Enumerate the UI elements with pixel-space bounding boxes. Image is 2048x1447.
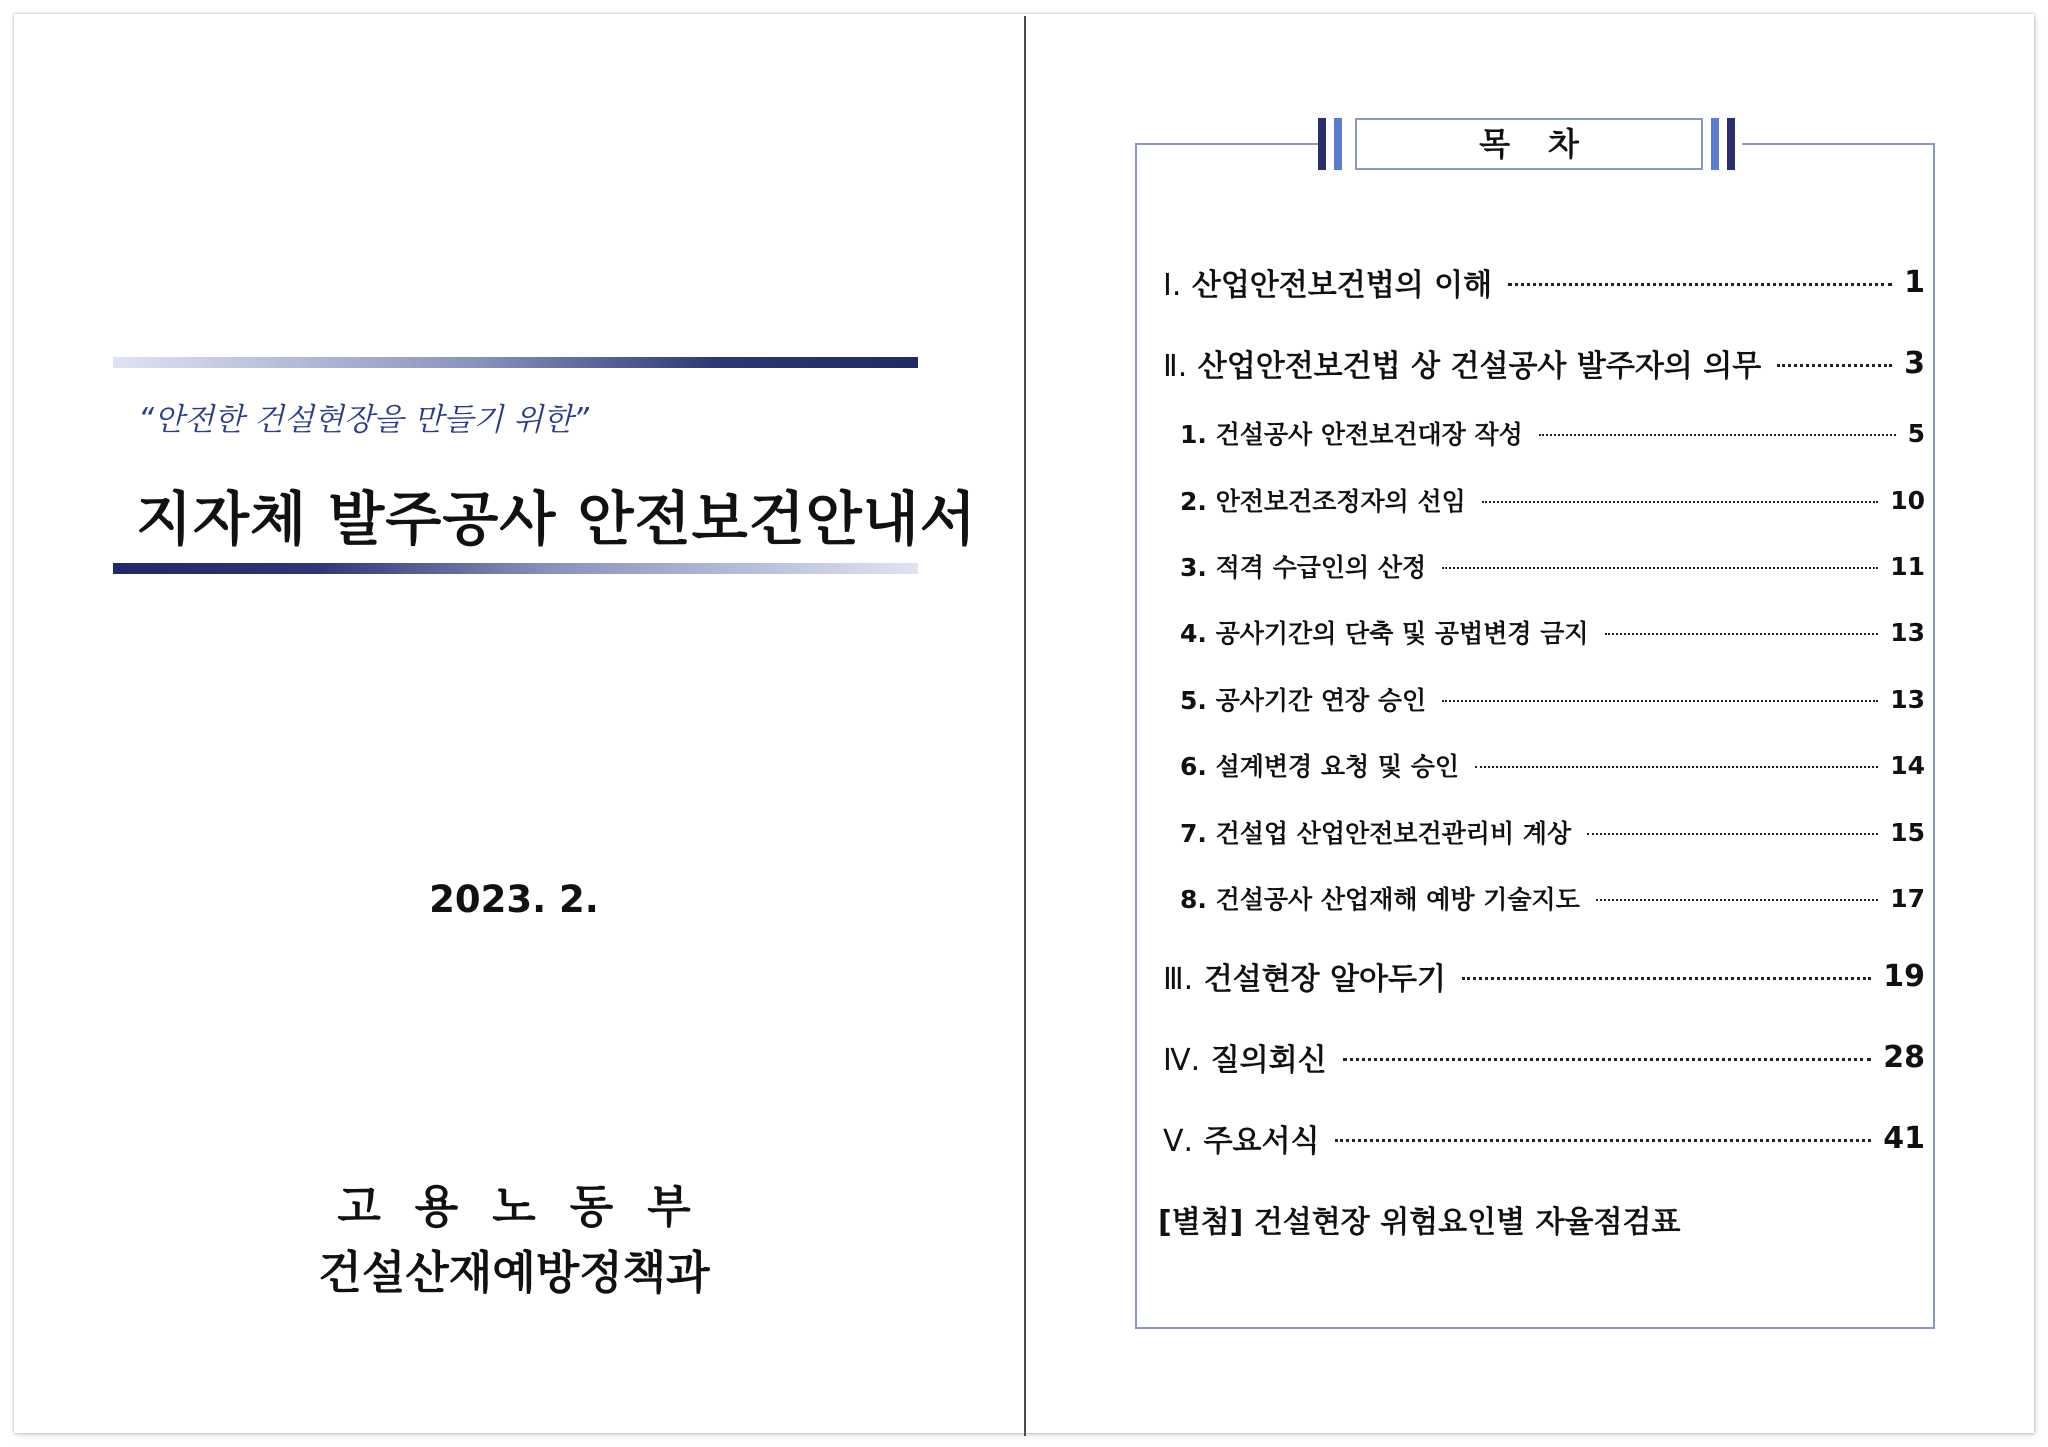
toc-chapter[interactable] xyxy=(1163,262,1925,302)
ministry-name: 고용노동부 xyxy=(337,1180,725,1233)
page-number: 13 xyxy=(1890,617,1925,647)
leader-dots xyxy=(1539,434,1896,436)
cover-title: 지자체 발주공사 안전보건안내서 xyxy=(136,485,977,553)
section-label: 4. 공사기간의 단축 및 공법변경 금지 xyxy=(1180,619,1589,648)
page-number: 15 xyxy=(1890,817,1925,847)
leader-dots xyxy=(1442,567,1878,569)
cover-date: 2023. 2. xyxy=(429,878,599,921)
chapter-label: 산업안전보건법 상 건설공사 발주자의 의무 xyxy=(1197,349,1762,384)
page-number: 5 xyxy=(1907,418,1925,448)
chapter-numeral: Ⅱ. xyxy=(1163,349,1188,384)
leader-dots xyxy=(1508,283,1892,286)
header-tick xyxy=(1727,118,1735,170)
division-name: 건설산재예방정책과 xyxy=(318,1246,710,1299)
section-label: 3. 적격 수급인의 산정 xyxy=(1180,553,1427,582)
toc-chapter[interactable] xyxy=(1163,343,1925,383)
page-number: 1 xyxy=(1904,264,1925,300)
leader-dots xyxy=(1482,501,1878,503)
chapter-label: 질의회신 xyxy=(1210,1043,1327,1078)
page-number: 3 xyxy=(1904,345,1925,381)
toc-section[interactable] xyxy=(1180,483,1925,517)
page-number: 28 xyxy=(1883,1039,1925,1075)
toc-section[interactable] xyxy=(1180,549,1925,583)
leader-dots xyxy=(1335,1139,1871,1142)
chapter-label: 산업안전보건법의 이해 xyxy=(1191,268,1493,303)
toc-chapter[interactable] xyxy=(1163,1037,1925,1077)
page-number: 13 xyxy=(1890,684,1925,714)
header-tick xyxy=(1334,118,1342,170)
chapter-numeral: Ⅳ. xyxy=(1163,1043,1201,1078)
chapter-numeral: Ⅴ. xyxy=(1163,1124,1194,1159)
leader-dots xyxy=(1442,700,1878,702)
leader-dots xyxy=(1596,899,1878,901)
section-label: 6. 설계변경 요청 및 승인 xyxy=(1180,752,1460,781)
toc-heading: 목차 xyxy=(1355,118,1703,170)
header-tick xyxy=(1318,118,1326,170)
toc-section[interactable] xyxy=(1180,615,1925,649)
page-number: 14 xyxy=(1890,750,1925,780)
page-number: 11 xyxy=(1890,551,1925,581)
leader-dots xyxy=(1587,833,1878,835)
section-label: 1. 건설공사 안전보건대장 작성 xyxy=(1180,420,1523,449)
toc-section[interactable] xyxy=(1180,881,1925,915)
toc-section[interactable] xyxy=(1180,682,1925,716)
leader-dots xyxy=(1343,1058,1872,1061)
page-number: 17 xyxy=(1890,883,1925,913)
chapter-numeral: Ⅲ. xyxy=(1163,962,1194,997)
chapter-numeral: Ⅰ. xyxy=(1163,268,1182,303)
toc-section[interactable] xyxy=(1180,416,1925,450)
cover-subtitle: “안전한 건설현장을 만들기 위한” xyxy=(138,402,589,438)
chapter-label: 주요서식 xyxy=(1203,1124,1320,1159)
page-number: 41 xyxy=(1883,1120,1925,1156)
page-number: 10 xyxy=(1890,485,1925,515)
chapter-label: 건설현장 알아두기 xyxy=(1203,962,1446,997)
toc-header xyxy=(1318,118,1742,170)
page-number: 19 xyxy=(1883,958,1925,994)
toc-attachment[interactable]: [별첨] 건설현장 위험요인별 자율점검표 xyxy=(1158,1205,1681,1240)
section-label: 5. 공사기간 연장 승인 xyxy=(1180,686,1427,715)
section-label: 2. 안전보건조정자의 선임 xyxy=(1180,487,1466,516)
leader-dots xyxy=(1462,977,1871,980)
toc-section[interactable] xyxy=(1180,748,1925,782)
leader-dots xyxy=(1475,766,1878,768)
title-bar-top xyxy=(113,357,918,368)
leader-dots xyxy=(1777,364,1892,367)
leader-dots xyxy=(1605,633,1879,635)
section-label: 8. 건설공사 산업재해 예방 기술지도 xyxy=(1180,885,1580,914)
toc-chapter[interactable] xyxy=(1163,1118,1925,1158)
toc-chapter[interactable] xyxy=(1163,956,1925,996)
toc-section[interactable] xyxy=(1180,815,1925,849)
section-label: 7. 건설업 산업안전보건관리비 계상 xyxy=(1180,819,1572,848)
header-tick xyxy=(1711,118,1719,170)
title-bar-bottom xyxy=(113,563,918,574)
